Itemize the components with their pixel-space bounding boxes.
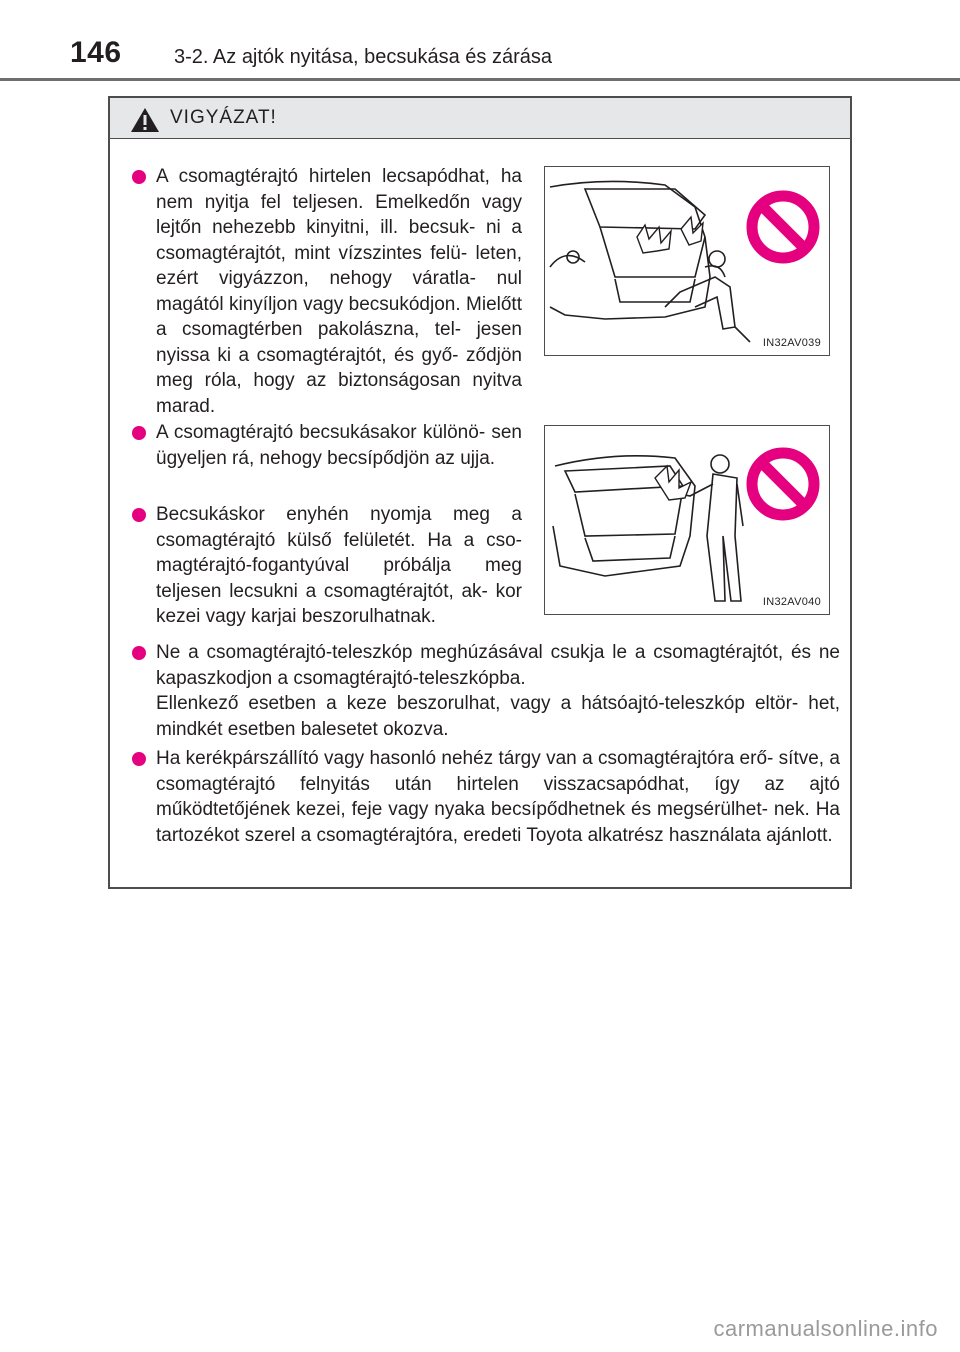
prohibited-icon — [743, 187, 823, 267]
warning-item-text: A csomagtérajtó hirtelen lecsapódhat, ha nem nyitja fel teljesen. Emelkedőn vagy lejtőn nehezebb kinyitni, ill. becsuk- ni a csomagtérajtót, mint vízszintes felü- leten, ezért vigyázzon, nehogy váratla- nul magától kinyíljon vagy becsukódjon. Mielőtt a csomagtérben pakolászna, tel- jesen nyissa ki a csomagtérajtót, és győ- ződjön meg róla, hogy az biztonságosan nyitva marad. — [156, 166, 522, 417]
figure-code: IN32AV040 — [762, 596, 821, 608]
bullet-icon — [132, 508, 146, 522]
warning-item-5 — [156, 746, 840, 848]
header-rule — [0, 78, 960, 81]
warning-item-continuation: Ellenkező esetben a keze beszorulhat, vagy a hátsóajtó-teleszkóp eltör- het, mindkét esetben balesetet okozva. — [156, 693, 840, 740]
figure-tailgate-closing — [544, 425, 830, 615]
warning-header — [110, 98, 850, 139]
warning-item-text: Ha kerékpárszállító vagy hasonló nehéz tárgy van a csomagtérajtóra erő- sítve, a csomagtérajtó felnyitás után hirtelen visszacsapódhat, így az ajtó működtetőjének kezei, feje vagy nyaka becsípődhetnek és megsérülhet- nek. Ha tartozékot szerel a csomagtérajtóra, eredeti Toyota alkatrész használata ajánlott. — [156, 748, 840, 846]
bullet-icon — [132, 170, 146, 184]
warning-item-3 — [156, 502, 522, 630]
page-number: 146 — [70, 36, 122, 69]
warning-item-text: Becsukáskor enyhén nyomja meg a csomagtérajtó külső felületét. Ha a cso- magtérajtó-fogantyúval próbálja meg teljesen lecsukni a csomagtérajtót, ak- kor kezei vagy karjai beszorulhatnak. — [156, 504, 522, 627]
figure-tailgate-falling — [544, 166, 830, 356]
bullet-icon — [132, 646, 146, 660]
figure-code: IN32AV039 — [762, 337, 821, 349]
section-title: 3-2. Az ajtók nyitása, becsukása és zárása — [174, 46, 552, 68]
watermark: carmanualsonline.info — [713, 1316, 938, 1341]
warning-item-1 — [156, 164, 522, 419]
page-header — [0, 0, 960, 80]
prohibited-icon — [743, 444, 823, 524]
warning-title: VIGYÁZAT! — [170, 107, 277, 128]
warning-box — [108, 96, 852, 889]
warning-item-4 — [156, 640, 840, 742]
warning-item-text: A csomagtérajtó becsukásakor különö- sen ügyeljen rá, nehogy becsípődjön az ujja. — [156, 422, 522, 469]
warning-triangle-icon — [130, 107, 160, 133]
bullet-icon — [132, 426, 146, 440]
warning-item-2 — [156, 420, 522, 471]
warning-item-text: Ne a csomagtérajtó-teleszkóp meghúzásával csukja le a csomagtérajtót, és ne kapaszkodjon a csomagtérajtó-teleszkópba. — [156, 642, 840, 689]
bullet-icon — [132, 752, 146, 766]
